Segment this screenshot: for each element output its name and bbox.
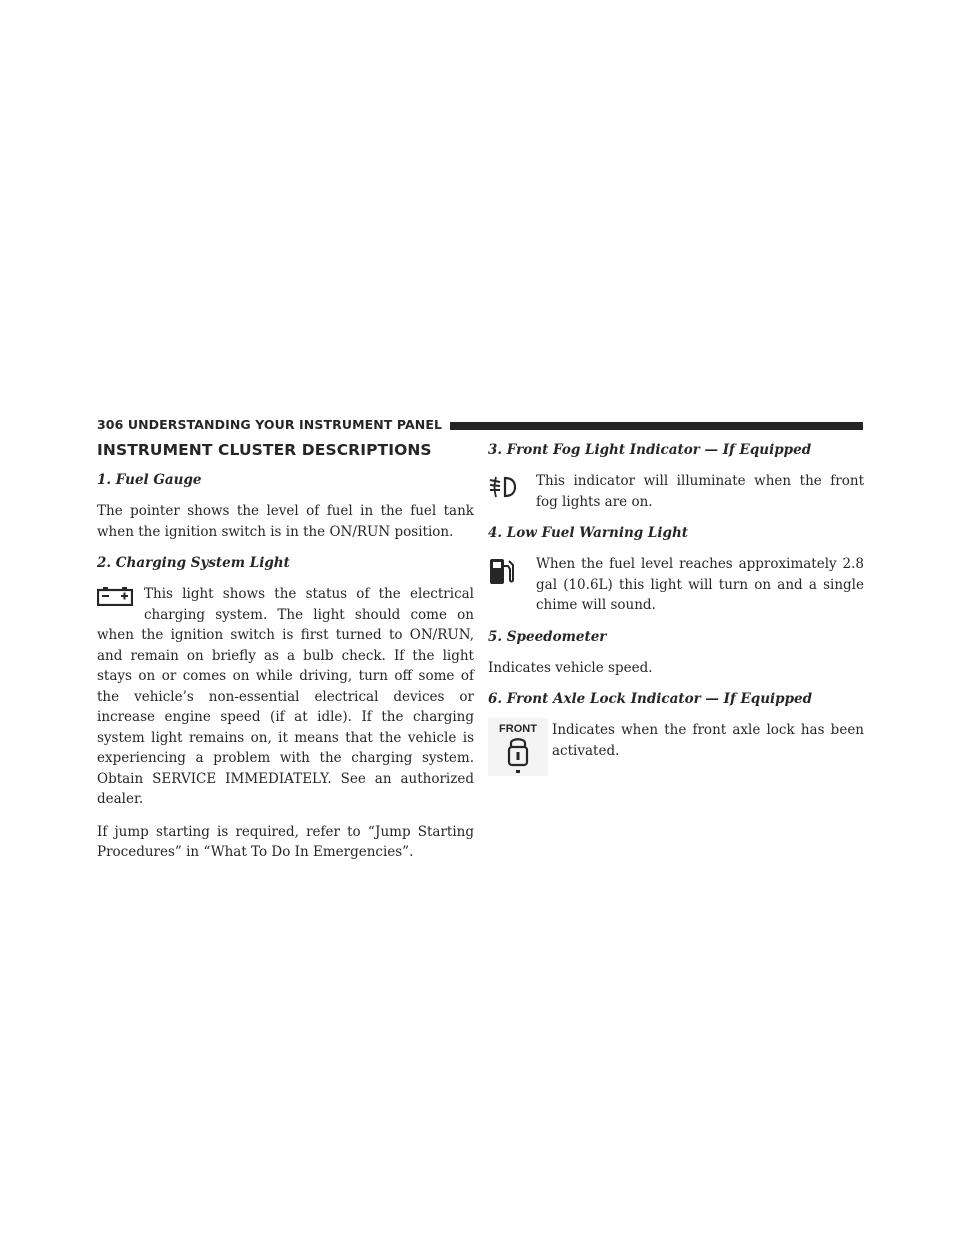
front-fog-text: This indicator will illuminate when the front fog lights are on. — [536, 473, 864, 510]
left-column — [97, 441, 474, 875]
battery-icon — [97, 586, 133, 606]
front-axle-paragraph — [488, 720, 864, 761]
charging-system-paragraph — [97, 584, 474, 810]
fuel-gauge-heading: 1. Fuel Gauge — [97, 472, 202, 488]
low-fuel-text: When the fuel level reaches approximately 2.8 gal (10.6L) this light will turn on and a single chime will sound. — [536, 556, 864, 613]
front-fog-paragraph — [488, 471, 864, 512]
front-fog-light-icon — [488, 475, 516, 499]
charging-system-text: This light shows the status of the electrical charging system. The light should come on when the ignition switch is first turned to ON/RUN, and remain on briefly as a bulb check. If the light stays on or comes on while driving, turn off some of the vehicle’s non-essential electrical devices or increase engine speed (if at idle). If the charging system light remains on, it means that the vehicle is experiencing a problem with the charging system. Obtain SERVICE IMMEDIATELY. See an authorized dealer. — [97, 586, 474, 807]
page-header — [97, 418, 863, 432]
front-axle-text: Indicates when the front axle lock has been activated. — [552, 722, 864, 759]
front-axle-lock-graphic — [488, 718, 548, 776]
front-axle-heading: 6. Front Axle Lock Indicator — If Equipped — [488, 691, 813, 707]
fuel-gauge-text: The pointer shows the level of fuel in the fuel tank when the ignition switch is in the ON/RUN position. — [97, 503, 474, 540]
jump-start-text: If jump starting is required, refer to “Jump Starting Procedures” in “What To Do In Emergencies”. — [97, 823, 474, 860]
section-title: INSTRUMENT CLUSTER DESCRIPTIONS — [97, 441, 432, 459]
front-axle-lock-icon — [488, 718, 548, 776]
low-fuel-paragraph — [488, 554, 864, 616]
charging-system-heading: 2. Charging System Light — [97, 555, 290, 571]
fuel-pump-icon — [488, 556, 514, 586]
low-fuel-heading: 4. Low Fuel Warning Light — [488, 525, 689, 541]
front-fog-heading: 3. Front Fog Light Indicator — If Equipped — [488, 442, 812, 458]
speedometer-heading: 5. Speedometer — [488, 628, 607, 645]
speedometer-text: Indicates vehicle speed. — [488, 659, 653, 676]
front-icon-label: FRONT — [499, 723, 537, 735]
page-header-text: 306 UNDERSTANDING YOUR INSTRUMENT PANEL — [97, 417, 450, 432]
right-column — [488, 441, 864, 776]
